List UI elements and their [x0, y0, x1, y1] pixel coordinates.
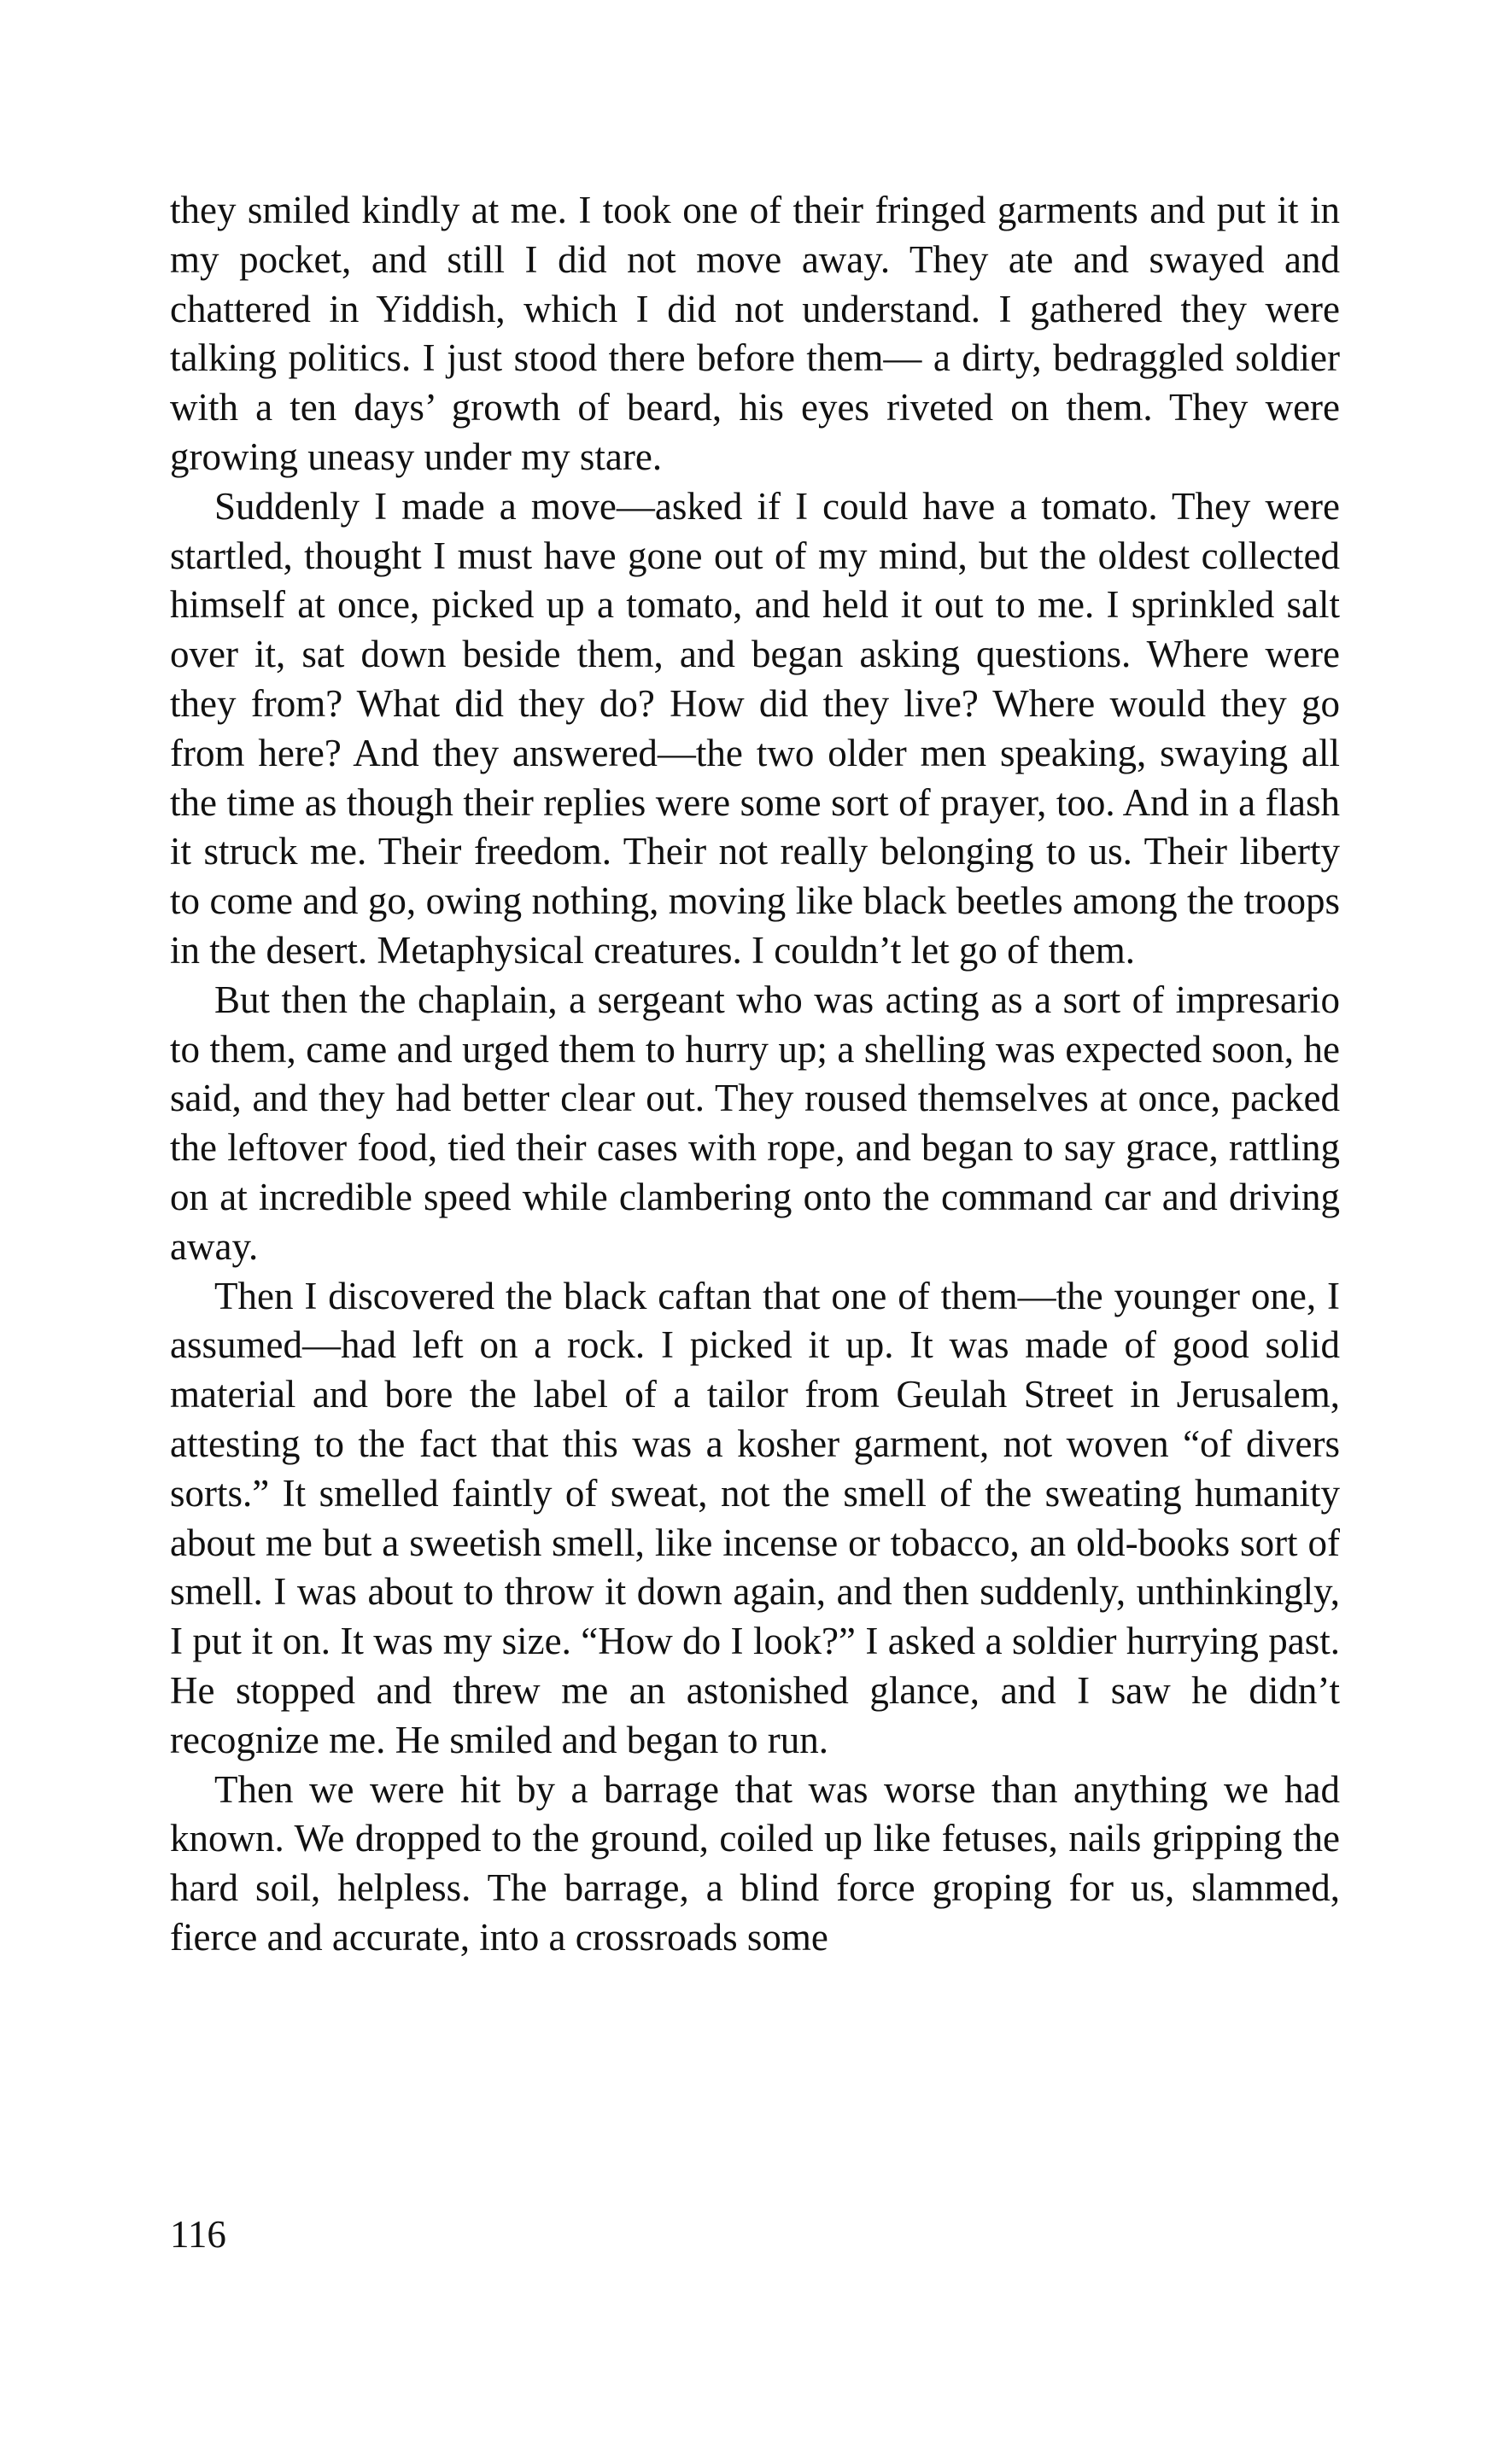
paragraph-1: they smiled kindly at me. I took one of their fringed garments and put it in my pocket, and still I did not move away. They ate and swayed and chattered in Yiddish, which I did not understand. I gathered they were talking politics. I just stood there before them— a dirty, bedraggled soldier with a ten days’ growth of beard, his eyes riveted on them. They were growing uneasy under my stare.: [170, 189, 1340, 478]
paragraph-4: Then I discovered the black caftan that one of them—the younger one, I assumed—had left on a rock. I picked it up. It was made of good solid material and bore the label of a tailor from Geulah Street in Jerusalem, attesting to the fact that this was a kosher garment, not woven “of divers sorts.” It smelled faintly of sweat, not the smell of the sweating humanity about me but a sweetish smell, like incense or tobacco, an old-books sort of smell. I was about to throw it down again, and then suddenly, unthinkingly, I put it on. It was my size. “How do I look?” I asked a soldier hurrying past. He stopped and threw me an astonished glance, and I saw he didn’t recognize me. He smiled and began to run.: [170, 1274, 1340, 1761]
paragraph-2: Suddenly I made a move—asked if I could have a tomato. They were startled, thought I must have gone out of my mind, but the oldest collected himself at once, picked up a tomato, and held it out to me. I sprinkled salt over it, sat down beside them, and began asking questions. Where were they from? What did they do? How did they live? Where would they go from here? And they answered—the two older men speaking, swaying all the time as though their replies were some sort of prayer, too. And in a flash it struck me. Their freedom. Their not really belonging to us. Their liberty to come and go, owing nothing, moving like black beetles among the troops in the desert. Metaphysical creatures. I couldn’t let go of them.: [170, 484, 1340, 972]
paragraph-5: Then we were hit by a barrage that was worse than anything we had known. We dropped to the ground, coiled up like fetuses, nails gripping the hard soil, helpless. The barrage, a blind force groping for us, slammed, fierce and accurate, into a crossroads some: [170, 1767, 1340, 1959]
body-text: [170, 186, 1340, 1963]
page-number: 116: [170, 2213, 226, 2256]
paragraph-3: But then the chaplain, a sergeant who was acting as a sort of impresario to them, came and urged them to hurry up; a shelling was expected soon, he said, and they had better clear out. They roused themselves at once, packed the leftover food, tied their cases with rope, and began to say grace, rattling on at incredible speed while clambering onto the command car and driving away.: [170, 978, 1340, 1268]
